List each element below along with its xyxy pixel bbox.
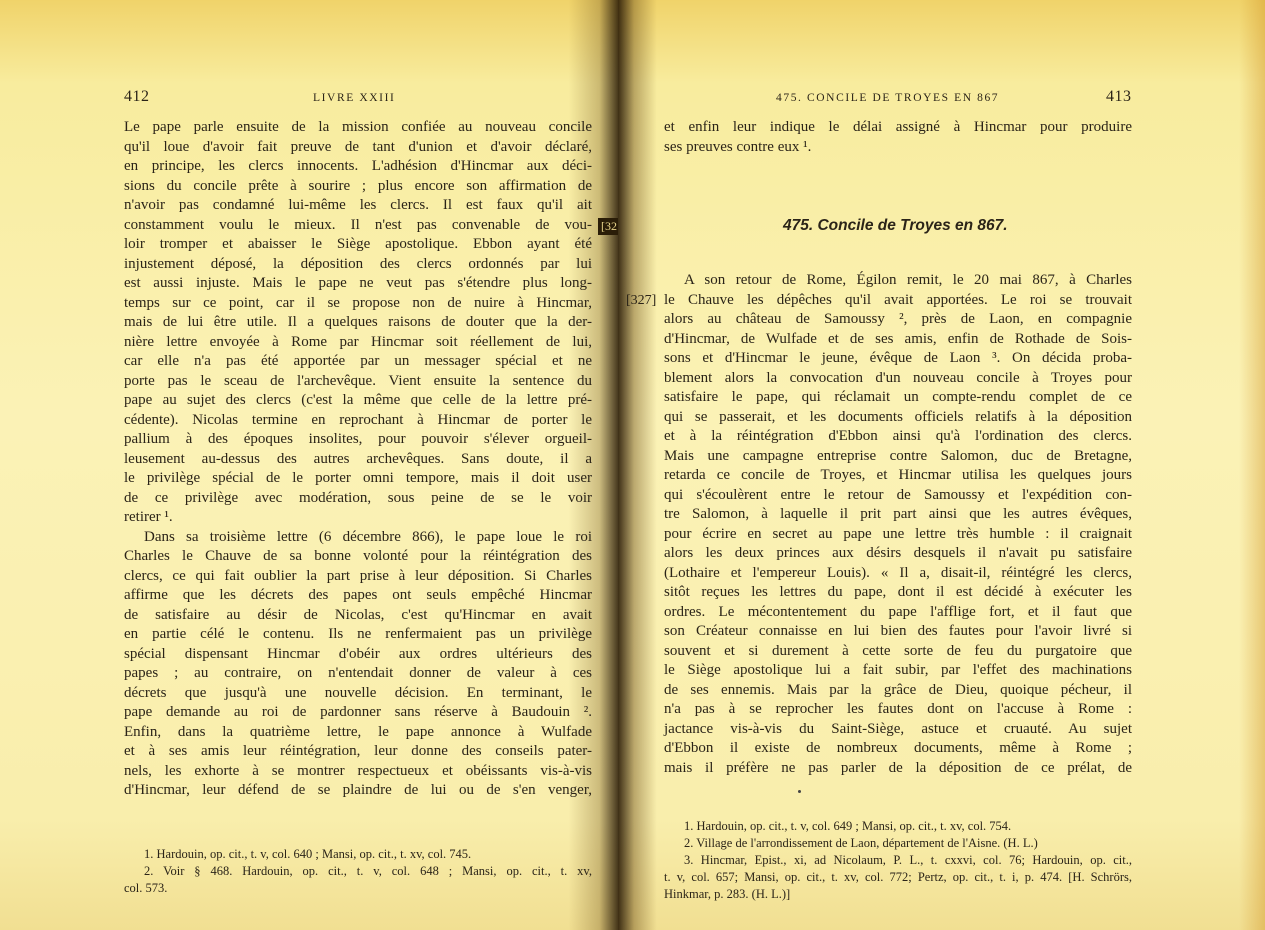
- left-margin-marker: [32: [598, 218, 620, 235]
- footnote-line: Hinkmar, p. 283. (H. L.)]: [664, 887, 791, 901]
- text-line: porte pas le sceau de l'archevêque. Vient ensuite la sentence du: [124, 372, 592, 389]
- text-line: car elle n'a pas été apportée par un messager spécial et ne: [124, 353, 592, 369]
- text-line: d'Ebbon il existe de nombreux documents, même à Rome ;: [664, 740, 1132, 756]
- footnote-line: 2. Voir § 468. Hardouin, op. cit., t. v, col. 648 ; Mansi, op. cit., t. xv,: [144, 864, 592, 878]
- text-line: jactance vis-à-vis du Saint-Siège, astuce et cruauté. Au sujet: [664, 720, 1132, 737]
- text-line: Mais une campagne entreprise contre Salomon, duc de Bretagne,: [664, 447, 1132, 464]
- text-line: qui s'écoulèrent entre le retour de Samoussy et l'expédition con-: [664, 486, 1132, 503]
- text-line: satisfaire le pape, qui réclamait un compte-rendu complet de ce: [664, 389, 1132, 405]
- footnote-line: 2. Village de l'arrondissement de Laon, département de l'Aisne. (H. L.): [684, 836, 1038, 850]
- left-page: [0, 0, 618, 930]
- ink-speck: [798, 790, 801, 793]
- footnote-line: 1. Hardouin, op. cit., t. v, col. 649 ; Mansi, op. cit., t. xv, col. 754.: [684, 819, 1012, 833]
- text-line: temps sur ce point, car il se propose non de nuire à Hincmar,: [124, 294, 592, 311]
- text-line: pour écrire en secret au pape une lettre très humble : il craignait: [664, 525, 1132, 542]
- text-line: ordres. Le mécontentement du pape l'afflige fort, et il faut que: [664, 603, 1132, 620]
- footnote-line: 1. Hardouin, op. cit., t. v, col. 640 ; Mansi, op. cit., t. xv, col. 745.: [144, 847, 472, 861]
- text-line: qu'il loue d'avoir fait preuve de tant d'union et d'avoir déclaré,: [124, 138, 592, 155]
- text-line: et à la réintégration d'Ebbon ainsi qu'à l'ordination des clercs.: [664, 428, 1132, 444]
- text-line: alors au château de Samoussy ², près de Laon, en compagnie: [664, 311, 1132, 327]
- text-line: clercs, ce qui fait oublier la part prise à leur déposition. Si Charles: [124, 567, 592, 584]
- footnote-line: col. 573.: [124, 881, 168, 895]
- text-line: mais de lui être utile. Il a quelques raisons de douter que la der-: [124, 314, 592, 330]
- left-running-head: LIVRE XXIII: [313, 92, 396, 104]
- text-line: injustement déposé, la déposition des clercs ordonnés par lui: [124, 255, 592, 272]
- left-page-number: 412: [124, 88, 150, 105]
- text-line: et à ses amis leur réintégration, leur donne des conseils pater-: [124, 743, 592, 759]
- text-line: de ce privilège avec modération, sous peine de se le voir: [124, 489, 592, 506]
- text-line: sons et d'Hincmar le jeune, évêque de Laon ³. On décida proba-: [664, 350, 1132, 366]
- text-line: affirme que les décrets des papes ont seuls empêché Hincmar: [124, 587, 592, 603]
- right-page-number: 413: [1106, 88, 1132, 105]
- text-line: est aussi injuste. Mais le pape ne veut pas s'étendre plus long-: [124, 275, 592, 291]
- text-line: Dans sa troisième lettre (6 décembre 866), le pape loue le roi: [144, 528, 592, 545]
- section-heading: 475. Concile de Troyes en 867.: [783, 217, 1008, 234]
- text-line: n'avoir pas condamné lui-même les clercs. Il est faux qu'il ait: [124, 197, 592, 213]
- text-line: alors les deux princes aux désirs desquels il n'avait pu satisfaire: [664, 545, 1132, 561]
- right-top-text: [664, 118, 1132, 157]
- text-line: retarda ce concile de Troyes, et Hincmar utilisa les quelques jours: [664, 467, 1132, 483]
- text-line: sions du concile prête à sourire ; plus encore son affirmation de: [124, 177, 592, 194]
- text-line: constamment voulu le mieux. Il n'est pas convenable de vou-: [124, 216, 592, 233]
- right-footnotes: [664, 818, 1132, 903]
- text-line: Charles le Chauve de sa bonne volonté pour la réintégration des: [124, 548, 592, 564]
- text-line: nière lettre envoyée à Rome par Hincmar soit réellement de lui,: [124, 333, 592, 350]
- text-line: pape demande au roi de pardonner sans réserve à Baudouin ².: [124, 704, 592, 720]
- text-line: le Chauve les dépêches qu'il avait apportées. Le roi se trouvait: [664, 291, 1132, 308]
- text-line: pallium à des époques insolites, pour pouvoir s'élever orgueil-: [124, 431, 592, 447]
- text-line: (Lothaire et l'empereur Louis). « Il a, disait-il, réintégré les clercs,: [664, 564, 1132, 581]
- text-line: loir tromper et abaisser le Siège apostolique. Ebbon ayant été: [124, 236, 592, 252]
- footnote-line: 3. Hincmar, Epist., xi, ad Nicolaum, P. L., t. cxxvi, col. 76; Hardouin, op. cit.,: [684, 853, 1132, 867]
- text-line: leusement au-dessus des autres archevêques. Sans doute, il a: [124, 450, 592, 467]
- text-line: blement alors la convocation d'un nouveau concile à Troyes pour: [664, 369, 1132, 386]
- footnote-line: t. v, col. 657; Mansi, op. cit., t. xv, col. 772; Pertz, op. cit., t. i, p. 474. [H. Schrörs,: [664, 870, 1132, 884]
- text-line: tre Salomon, à laquelle il prit part ainsi que les autres évêques,: [664, 506, 1132, 522]
- text-line: pape au sujet des clercs (c'est la même que celle de la lettre pré-: [124, 392, 592, 408]
- text-line: Le pape parle ensuite de la mission confiée au nouveau concile: [124, 119, 592, 135]
- right-page: [618, 0, 1265, 930]
- text-line: d'Hincmar, leur défend de se plaindre de lui ou de s'en venger,: [124, 782, 592, 798]
- right-margin-marker: [327]: [626, 293, 657, 308]
- text-line: ses preuves contre eux ¹.: [664, 138, 812, 155]
- text-line: qui se passerait, et les documents officiels relatifs à la déposition: [664, 408, 1132, 425]
- text-line: le Siège apostolique lui a fait subir, par l'effet des machinations: [664, 662, 1132, 678]
- text-line: son Créateur connaisse en lui bien des fautes pour l'avoir livré si: [664, 623, 1132, 639]
- right-body-text: [664, 271, 1132, 778]
- text-line: le privilège spécial de le porter omni tempore, mais il doit user: [124, 470, 592, 486]
- text-line: A son retour de Rome, Égilon remit, le 20 mai 867, à Charles: [684, 272, 1132, 288]
- right-running-head: 475. CONCILE DE TROYES EN 867: [776, 92, 1000, 104]
- text-line: retirer ¹.: [124, 509, 173, 525]
- text-line: Enfin, dans la quatrième lettre, le pape annonce à Wulfade: [124, 723, 592, 740]
- text-line: papes ; au contraire, on n'entendait donner de valeur à ces: [124, 665, 592, 681]
- text-line: en partie célé le contenu. Ils ne renfermaient pas un privilège: [124, 626, 592, 642]
- text-line: et enfin leur indique le délai assigné à Hincmar pour produire: [664, 119, 1132, 135]
- text-line: spécial dispensant Hincmar d'obéir aux ordres ultérieurs des: [124, 645, 592, 662]
- text-line: en principe, les clercs innocents. L'adhésion d'Hincmar aux déci-: [124, 158, 592, 174]
- left-footnotes: [124, 846, 592, 897]
- text-line: sitôt reçues les lettres du pape, dont il est décidé à exécuter les: [664, 584, 1132, 600]
- text-line: décrets que jusqu'à une nouvelle décision. En terminant, le: [124, 684, 592, 701]
- text-line: de satisfaire au désir de Nicolas, c'est qu'Hincmar en avait: [124, 606, 592, 623]
- text-line: cédente). Nicolas termine en reprochant à Hincmar de porter le: [124, 411, 592, 428]
- text-line: souvent et si durement à cette sorte de feu du purgatoire que: [664, 642, 1132, 659]
- text-line: d'Hincmar, de Wulfade et de ses amis, enfin de Rothade de Sois-: [664, 330, 1132, 347]
- text-line: nels, les exhorte à se montrer respectueux et obéissants vis-à-vis: [124, 762, 592, 779]
- text-line: de ses ennemis. Mais par la grâce de Dieu, quoique pécheur, il: [664, 681, 1132, 698]
- text-line: mais il préfère ne pas parler de la déposition de ce prélat, de: [664, 759, 1132, 776]
- left-body-text: [124, 118, 592, 801]
- text-line: n'a pas à se reprocher les fautes dont on l'accuse à Rome :: [664, 701, 1132, 717]
